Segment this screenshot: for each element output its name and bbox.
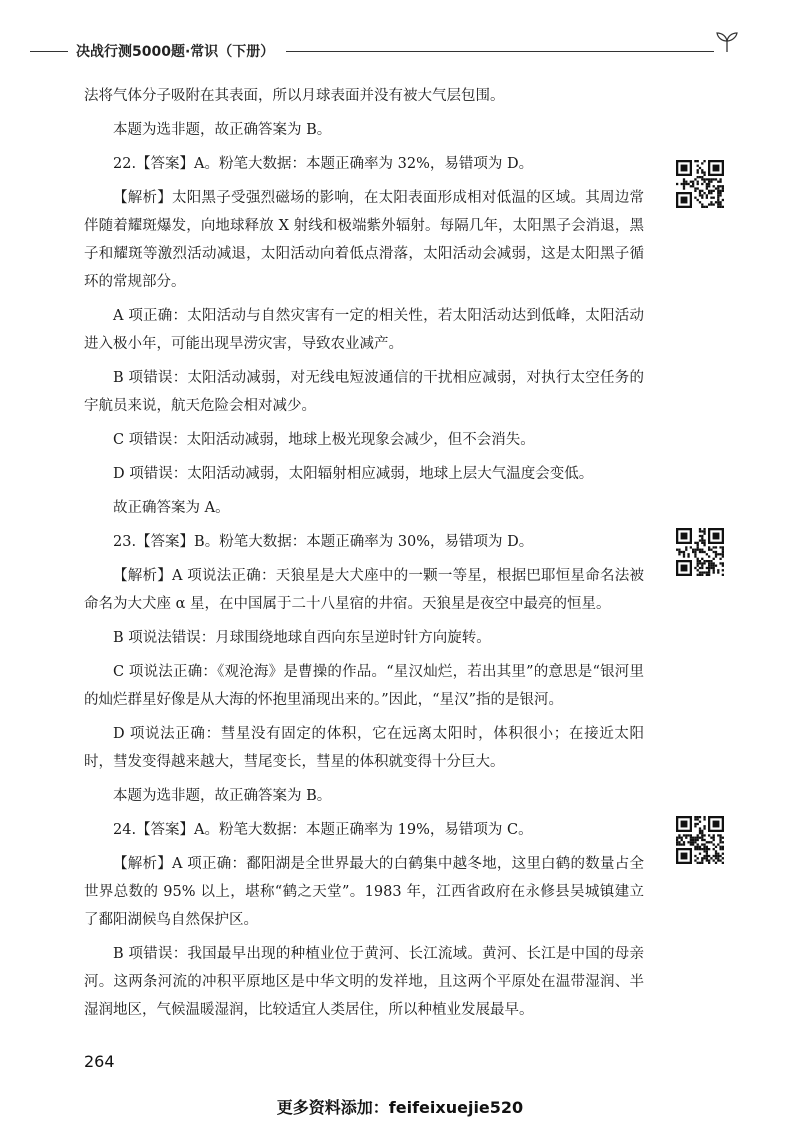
qr-code-icon[interactable] [676,160,724,208]
paragraph: 【解析】A 项正确：鄱阳湖是全世界最大的白鹤集中越冬地，这里白鹤的数量占全世界总数的 95% 以上，堪称“鹤之天堂”。1983 年，江西省政府在永修县吴城镇建立了鄱阳湖候鸟自然保护区。 [84,856,644,928]
paragraph: A 项正确：太阳活动与自然灾害有一定的相关性，若太阳活动达到低峰，太阳活动进入极小年，可能出现旱涝灾害，导致农业减产。 [84,308,644,352]
paragraph: 故正确答案为 A。 [113,500,230,516]
paragraph: 23.【答案】B。粉笔大数据：本题正确率为 30%，易错项为 D。 [113,534,534,550]
running-header [0,40,800,64]
paragraph: B 项错误：太阳活动减弱，对无线电短波通信的干扰相应减弱，对执行太空任务的宇航员来说，航天危险会相对减少。 [84,370,644,414]
paragraph: B 项错误：我国最早出现的种植业位于黄河、长江流域。黄河、长江是中国的母亲河。这两条河流的冲积平原地区是中华文明的发祥地，且这两个平原处在温带湿润、半湿润地区，气候温暖湿润，比较适宜人类居住，所以种植业发展最早。 [84,946,644,1018]
footer-note: 更多资料添加：feifeixuejie520 [276,1098,524,1117]
paragraph: 本题为选非题，故正确答案为 B。 [113,788,332,804]
page-number: 264 [84,1052,115,1071]
paragraph: D 项说法正确：彗星没有固定的体积，它在远离太阳时，体积很小；在接近太阳时，彗发变得越来越大，彗尾变长，彗星的体积就变得十分巨大。 [84,726,644,770]
paragraph: 24.【答案】A。粉笔大数据：本题正确率为 19%，易错项为 C。 [113,822,533,838]
paragraph: C 项错误：太阳活动减弱，地球上极光现象会减少，但不会消失。 [113,432,535,448]
paragraph: B 项说法错误：月球围绕地球自西向东呈逆时针方向旋转。 [113,630,491,646]
header-rule-right [286,51,714,52]
paragraph: 22.【答案】A。粉笔大数据：本题正确率为 32%，易错项为 D。 [113,156,534,172]
paragraph: D 项错误：太阳活动减弱，太阳辐射相应减弱，地球上层大气温度会变低。 [113,466,594,482]
header-rule-left [30,51,68,52]
paragraph: 法将气体分子吸附在其表面，所以月球表面并没有被大气层包围。 [84,88,505,104]
paragraph: 【解析】A 项说法正确：天狼星是大犬座中的一颗一等星，根据巴耶恒星命名法被命名为大犬座 α 星，在中国属于二十八星宿的井宿。天狼星是夜空中最亮的恒星。 [84,568,644,612]
qr-code-icon[interactable] [676,816,724,864]
qr-code-icon[interactable] [676,528,724,576]
page-body [84,82,644,1030]
header-title: 决战行测5000题·常识（下册） [76,44,275,60]
sprout-icon [714,30,740,54]
paragraph: C 项说法正确：《观沧海》是曹操的作品。“星汉灿烂，若出其里”的意思是“银河里的灿烂群星好像是从大海的怀抱里涌现出来的。”因此，“星汉”指的是银河。 [84,664,644,708]
paragraph: 本题为选非题，故正确答案为 B。 [113,122,332,138]
paragraph: 【解析】太阳黑子受强烈磁场的影响，在太阳表面形成相对低温的区域。其周边常伴随着耀斑爆发，向地球释放 X 射线和极端紫外辐射。每隔几年，太阳黑子会消退，黑子和耀斑等激烈活动减退，太阳活动向着低点滑落，太阳活动会减弱，这是太阳黑子循环的常规部分。 [84,190,644,290]
